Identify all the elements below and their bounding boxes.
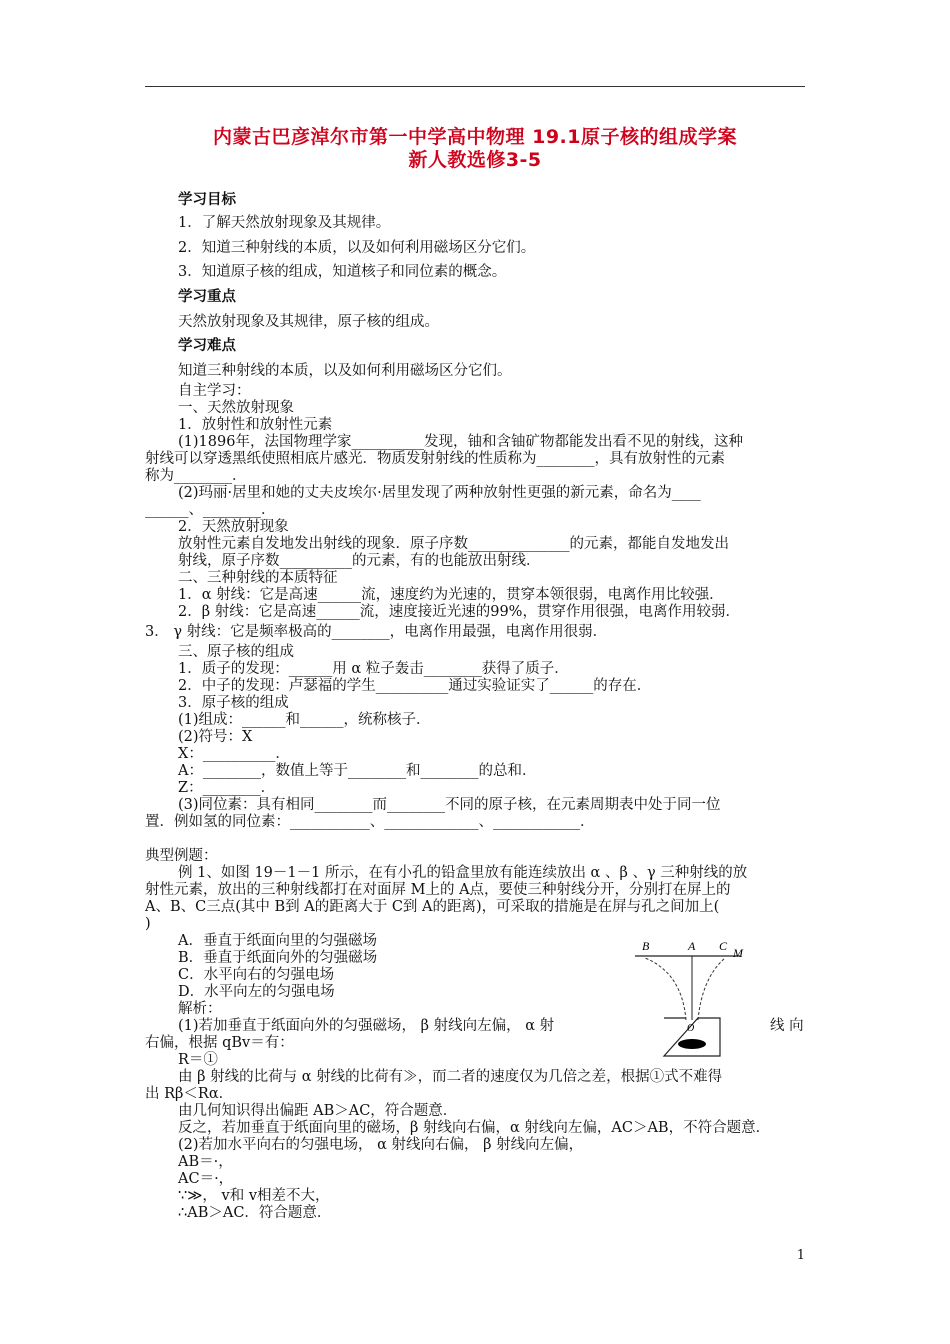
- label-a: A: [688, 939, 696, 953]
- text-line-o3: C．水平向右的匀强电场: [178, 967, 335, 983]
- alpha-ray: [698, 958, 725, 1020]
- label-c: C: [719, 939, 728, 953]
- text-line-s16: 1．质子的发现：______用 α 粒子轰击________获得了质子．: [178, 661, 569, 677]
- label-b: B: [642, 939, 650, 953]
- text-line-a1: (1)若加垂直于纸面向外的匀强磁场， β 射线向左偏， α 射: [178, 1018, 555, 1034]
- radiation-figure: [630, 938, 810, 1068]
- text-line-s0: 自主学习：: [178, 383, 251, 399]
- text-line-s24: (3)同位素：具有相同________而________不同的原子核，在元素周期表中处于同一位: [178, 797, 721, 813]
- text-line-s25: 置．例如氢的同位素：___________、_____________、____________．: [145, 814, 595, 830]
- text-line-a10: AC＝·，: [178, 1171, 234, 1187]
- text-line-s6: (2)玛丽·居里和她的丈夫皮埃尔·居里发现了两种放射性更强的新元素，命名为____: [178, 485, 701, 501]
- text-line-h-goal: 学习目标: [178, 192, 236, 208]
- text-line-s11: 二、三种射线的本质特征: [178, 570, 338, 586]
- text-line-a1b: 线 向: [770, 1018, 804, 1034]
- text-line-s8: 2．天然放射现象: [178, 519, 289, 535]
- text-line-s1: 一、天然放射现象: [178, 400, 294, 416]
- text-line-h-key: 学习重点: [178, 289, 236, 305]
- label-o: O: [687, 1023, 695, 1034]
- text-line-s23: Z：________．: [178, 780, 276, 796]
- text-line-a12: ∴AB＞AC．符合题意．: [178, 1205, 332, 1221]
- text-line-s2: 1．放射性和放射性元素: [178, 417, 333, 433]
- text-line-d1: 知道三种射线的本质，以及如何利用磁场区分它们。: [178, 363, 512, 379]
- text-line-g1: 1．了解天然放射现象及其规律。: [178, 215, 391, 231]
- text-line-s15: 三、原子核的组成: [178, 644, 294, 660]
- text-line-s21: X：__________．: [178, 746, 290, 762]
- text-line-s17: 2．中子的发现：卢瑟福的学生__________通过实验证实了______的存在．: [178, 678, 652, 694]
- label-m: M: [733, 946, 743, 960]
- text-line-e3: A、B、C三点(其中 B到 A的距离大于 C到 A的距离)，可采取的措施是在屏与孔之间加上(: [145, 899, 720, 915]
- text-line-s12: 1．α 射线：它是高速______流，速度约为光速的，贯穿本领很弱，电离作用比较强．: [178, 587, 724, 603]
- text-line-a11: ∵≫， v和 v相差不大，: [178, 1188, 330, 1204]
- text-line-a2: 右偏，根据 qBv＝有：: [145, 1035, 294, 1051]
- text-line-e0: 典型例题：: [145, 848, 218, 864]
- text-line-g3: 3．知道原子核的组成，知道核子和同位素的概念。: [178, 264, 507, 280]
- doc-title-line2: 新人教选修3-5: [408, 149, 542, 171]
- text-line-s20: (2)符号：X: [178, 729, 253, 745]
- text-line-s18: 3．原子核的组成: [178, 695, 289, 711]
- text-line-e4: ): [145, 916, 151, 932]
- text-line-o2: B．垂直于纸面向外的匀强磁场: [178, 950, 378, 966]
- page-number: 1: [796, 1248, 805, 1263]
- text-line-a8: (2)若加水平向右的匀强电场， α 射线向右偏， β 射线向左偏，: [178, 1137, 584, 1153]
- text-line-a4: 由 β 射线的比荷与 α 射线的比荷有≫，而二者的速度仅为几倍之差，根据①式不难得: [178, 1069, 723, 1085]
- text-line-a5: 出 Rβ＜Rα．: [145, 1086, 234, 1102]
- text-line-o1: A．垂直于纸面向里的匀强磁场: [178, 933, 377, 949]
- text-line-s9: 放射性元素自发地发出射线的现象．原子序数______________的元素，都能自发地发出: [178, 536, 729, 552]
- radioactive-source: [678, 1039, 706, 1049]
- text-line-s4: 射线可以穿透黑纸使照相底片感光．物质发射射线的性质称为________，具有放射性的元素: [145, 451, 725, 467]
- text-line-s14: 3． γ 射线：它是频率极高的________，电离作用最强，电离作用很弱．: [145, 624, 608, 640]
- doc-title-line1: 内蒙古巴彦淖尔市第一中学高中物理 19.1原子核的组成学案: [213, 126, 737, 148]
- text-line-o4: D．水平向左的匀强电场: [178, 984, 335, 1000]
- text-line-e2: 射性元素，放出的三种射线都打在对面屏 M上的 A点，要使三种射线分开，分别打在屏上的: [145, 882, 731, 898]
- text-line-s22: A：________，数值上等于________和________的总和．: [178, 763, 537, 779]
- beta-ray: [645, 958, 686, 1020]
- text-line-s13: 2．β 射线：它是高速______流，速度接近光速的99%，贯穿作用很强，电离作用较弱．: [178, 604, 740, 620]
- text-line-a0: 解析：: [178, 1001, 222, 1017]
- text-line-a9: AB＝·，: [178, 1154, 233, 1170]
- text-line-s5: 称为________．: [145, 468, 247, 484]
- header-rule: [145, 86, 805, 87]
- text-line-s10: 射线，原子序数__________的元素，有的也能放出射线．: [178, 553, 541, 569]
- text-line-e1: 例 1、如图 19－1－1 所示，在有小孔的铅盒里放有能连续放出 α 、β 、γ 三种射线的放: [178, 865, 748, 881]
- text-line-a3: R＝①: [178, 1052, 218, 1068]
- text-line-a6: 由几何知识得出偏距 AB＞AC，符合题意．: [178, 1103, 458, 1119]
- text-line-s7: ______、________．: [145, 502, 276, 518]
- text-line-g2: 2．知道三种射线的本质，以及如何利用磁场区分它们。: [178, 240, 536, 256]
- text-line-a7: 反之，若加垂直于纸面向里的磁场，β 射线向右偏，α 射线向左偏，AC＞AB，不符合题意．: [178, 1120, 771, 1136]
- text-line-s3: (1)1896年，法国物理学家__________发现，铀和含铀矿物都能发出看不见的射线，这种: [178, 434, 743, 450]
- text-line-h-diff: 学习难点: [178, 338, 236, 354]
- text-line-s19: (1)组成：______和______，统称核子．: [178, 712, 431, 728]
- text-line-k1: 天然放射现象及其规律，原子核的组成。: [178, 314, 439, 330]
